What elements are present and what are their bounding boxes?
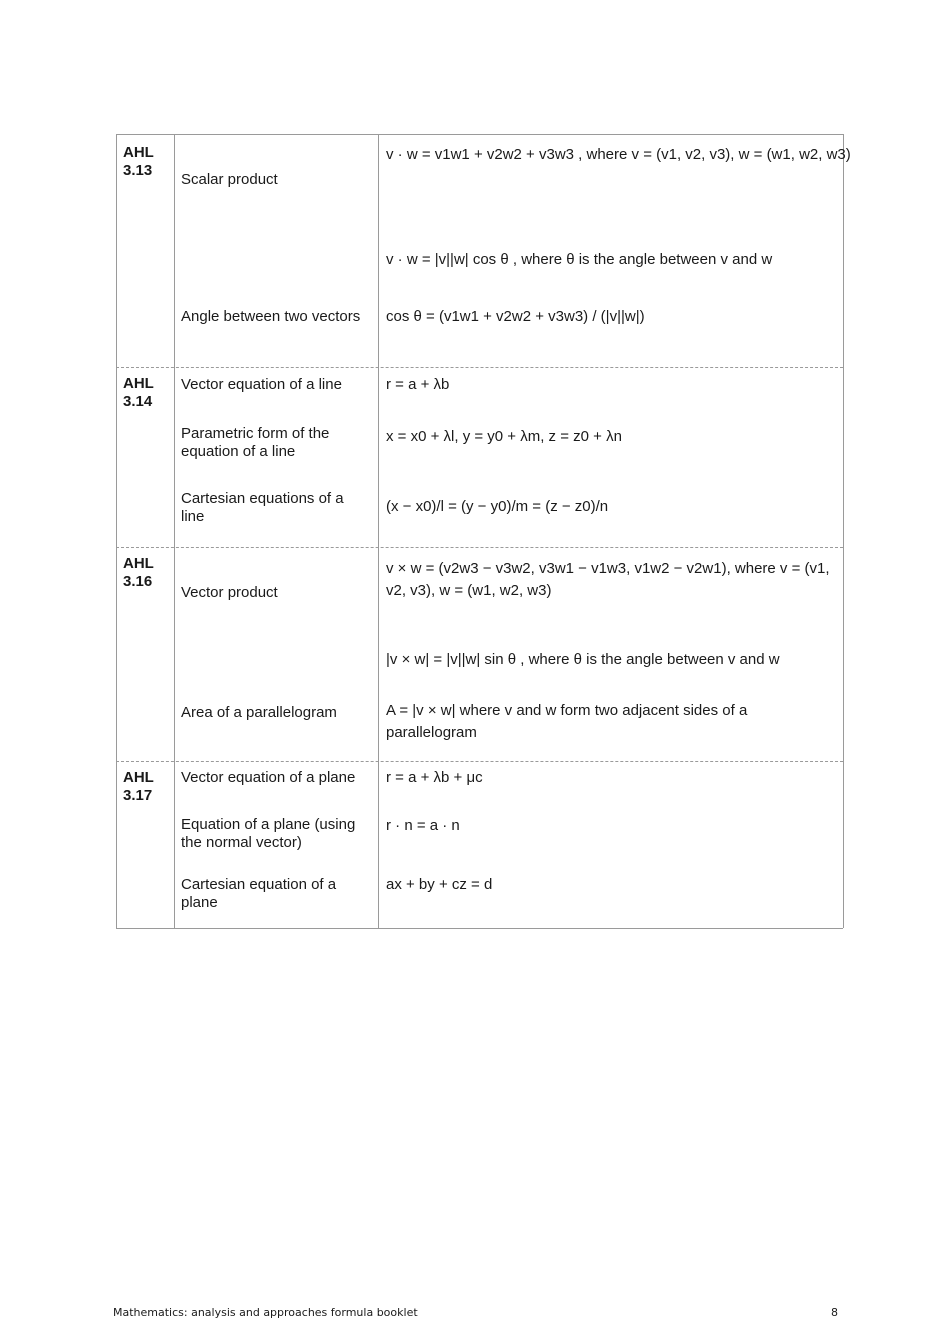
column-divider	[174, 134, 175, 928]
section-code: AHL 3.17	[123, 769, 154, 804]
row-label: Cartesian equation of a plane	[181, 876, 337, 911]
parallelogram-area-formula: A = |v × w| where v and w form two adjacent sides of a parallelogram	[386, 702, 748, 741]
parametric-line-formula: x = x0 + λl, y = y0 + λm, z = z0 + λn	[386, 428, 622, 445]
vector-product-formula: v × w = (v2w3 − v3w2, v3w1 − v1w3, v1w2 − v2w1), where v = (v1, v2, v3), w = (w1, w2, w3)	[386, 560, 830, 599]
table-left-border	[116, 134, 117, 928]
section-code: AHL 3.13	[123, 144, 154, 179]
section-code: AHL 3.14	[123, 375, 154, 410]
vector-plane-formula: r = a + λb + μc	[386, 769, 483, 786]
row-label: Vector equation of a plane	[181, 769, 356, 786]
vector-line-formula: r = a + λb	[386, 376, 450, 393]
vector-product-magnitude-formula: |v × w| = |v||w| sin θ , where θ is the angle between v and w	[386, 651, 780, 668]
table-top-border	[116, 134, 843, 135]
footer-title: Mathematics: analysis and approaches formula booklet	[113, 1306, 418, 1319]
table-bottom-border	[116, 928, 843, 929]
scalar-product-formula: v · w = v1w1 + v2w2 + v3w3 , where v = (v1, v2, v3), w = (w1, w2, w3)	[386, 146, 851, 163]
section-divider	[116, 547, 843, 548]
page-number: 8	[831, 1306, 838, 1319]
row-label: Parametric form of the equation of a line	[181, 425, 330, 460]
cartesian-plane-formula: ax + by + cz = d	[386, 876, 493, 893]
row-label: Vector product	[181, 584, 278, 601]
column-divider	[378, 134, 379, 928]
section-divider	[116, 367, 843, 368]
normal-plane-formula: r · n = a · n	[386, 817, 460, 834]
row-label: Angle between two vectors	[181, 308, 361, 325]
section-divider	[116, 761, 843, 762]
angle-between-vectors-formula: cos θ = (v1w1 + v2w2 + v3w3) / (|v||w|)	[386, 308, 645, 325]
scalar-product-angle-formula: v · w = |v||w| cos θ , where θ is the angle between v and w	[386, 251, 773, 268]
row-label: Equation of a plane (using the normal vector)	[181, 816, 356, 851]
row-label: Scalar product	[181, 171, 278, 188]
section-code: AHL 3.16	[123, 555, 154, 590]
row-label: Cartesian equations of a line	[181, 490, 344, 525]
row-label: Area of a parallelogram	[181, 704, 337, 721]
row-label: Vector equation of a line	[181, 376, 342, 393]
cartesian-line-formula: (x − x0)/l = (y − y0)/m = (z − z0)/n	[386, 498, 609, 515]
table-right-border	[843, 134, 844, 928]
formula-table	[116, 134, 851, 928]
